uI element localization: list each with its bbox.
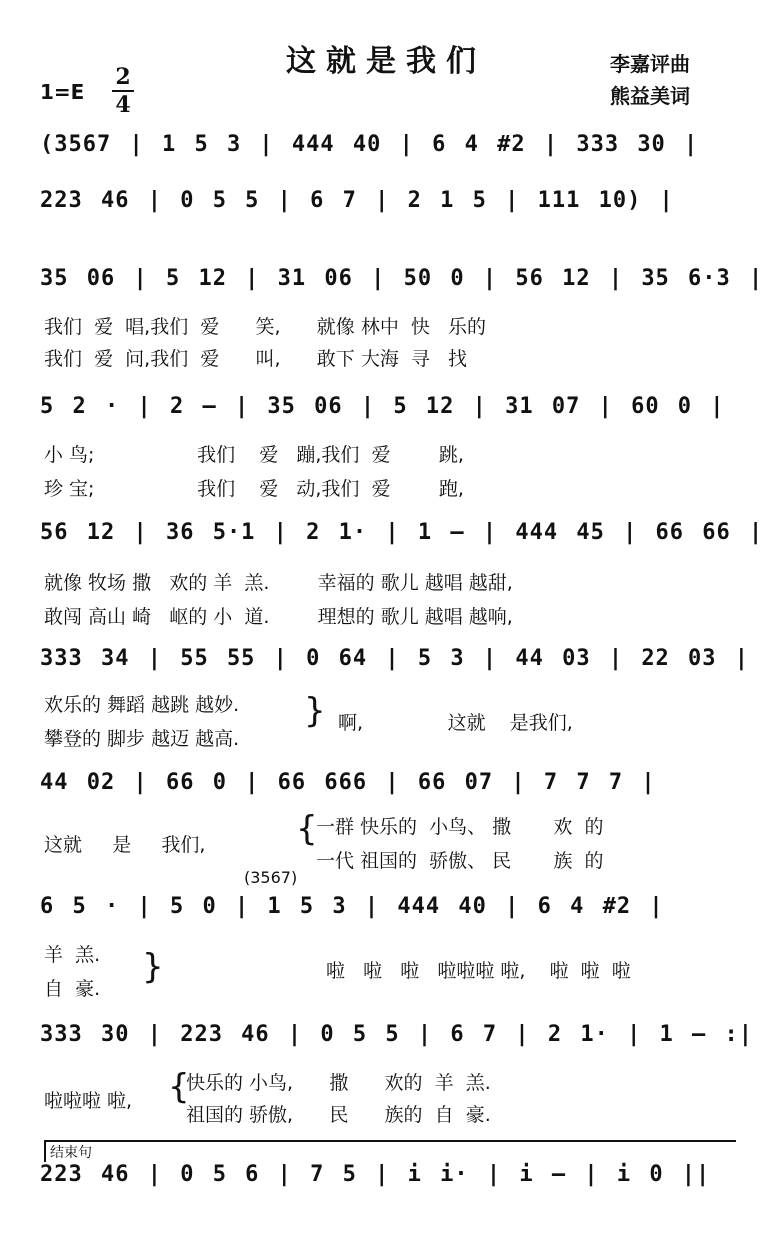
music-row-6 [40,646,750,682]
lyric-row-7-verse-2: 一代 祖国的 骄傲、 民 族 的 [316,850,604,872]
lyric-row-7-verse-1: 一群 快乐的 小鸟、 撒 欢 的 [316,816,604,838]
lyric-row-5-verse-1: 就像 牧场 撒 欢的 羊 羔. 幸福的 歌儿 越唱 越甜, [44,572,513,594]
music-row-5 [40,520,764,556]
lyric-row-7-shared: 这就 是 我们, [44,834,206,856]
ending-label: 结束句 [50,1145,92,1161]
lyric-row-6-verse-1: 欢乐的 舞蹈 越跳 越妙. [44,694,240,716]
music-row-10 [40,1162,740,1198]
brace-row-8: } [142,947,164,987]
music-row-4 [40,394,740,430]
notes-row-1: (3567 | 1 5 3 | 444 40 | 6 4 #2 | 333 30 | [40,132,699,157]
composer-credit: 李嘉评曲 [610,52,690,76]
lyric-row-9-shared: 啦啦啦 啦, [44,1090,133,1112]
lyric-row-9-verse-2: 祖国的 骄傲, 民 族的 自 豪. [186,1104,491,1126]
music-row-2 [40,188,740,224]
time-signature-top: 2 [115,64,131,90]
lyric-row-6-verse-2: 攀登的 脚步 越迈 越高. [44,728,240,750]
notes-row-5: 56 12 | 36 5·1 | 2 1· | 1 — | 444 45 | 66 66 | [40,520,764,545]
lyric-row-3-verse-1: 我们 爱 唱,我们 爱 笑, 就像 林中 快 乐的 [44,316,487,338]
ending-bracket [44,1140,736,1162]
pickup-notes: (3567) [244,868,298,887]
music-row-1 [40,132,740,168]
notes-row-10: 223 46 | 0 5 6 | 7 5 | i i· | i — | i 0 || [40,1162,711,1187]
lyric-row-3-verse-2: 我们 爱 问,我们 爱 叫, 敢下 大海 寻 找 [44,348,468,370]
notes-row-2: 223 46 | 0 5 5 | 6 7 | 2 1 5 | 111 10) | [40,188,674,213]
lyric-row-8-verse-2: 自 豪. [44,978,101,1000]
time-signature-bottom: 4 [115,92,131,118]
key-signature: 1=E [40,80,85,104]
time-signature [108,64,138,118]
lyric-row-9-verse-1: 快乐的 小鸟, 撒 欢的 羊 羔. [186,1072,491,1094]
music-row-8 [40,894,740,930]
notes-row-8: 6 5 · | 5 0 | 1 5 3 | 444 40 | 6 4 #2 | [40,894,664,919]
music-row-7 [40,770,740,806]
song-title: 这就是我们 [286,44,486,79]
lyric-row-6-chorus: 啊, 这就 是我们, [338,712,573,734]
lyric-row-8-verse-1: 羊 羔. [44,944,101,966]
music-row-3 [40,266,764,302]
notes-row-9: 333 30 | 223 46 | 0 5 5 | 6 7 | 2 1· | 1 — :| [40,1022,754,1047]
brace-row-6: } [304,691,326,731]
lyric-row-4-verse-2: 珍 宝; 我们 爱 动,我们 爱 跑, [44,478,464,500]
notes-row-6: 333 34 | 55 55 | 0 64 | 5 3 | 44 03 | 22 03 | [40,646,750,671]
brace-row-9: { [168,1067,190,1107]
music-row-9 [40,1022,754,1058]
lyric-row-4-verse-1: 小 鸟; 我们 爱 蹦,我们 爱 跳, [44,444,464,466]
notes-row-3: 35 06 | 5 12 | 31 06 | 50 0 | 56 12 | 35 6·3 | [40,266,764,291]
lyric-row-8-la: 啦 啦 啦 啦啦啦 啦, 啦 啦 啦 [326,960,631,982]
lyric-row-5-verse-2: 敢闯 高山 崎 岖的 小 道. 理想的 歌儿 越唱 越响, [44,606,513,628]
notes-row-7: 44 02 | 66 0 | 66 666 | 66 07 | 7 7 7 | [40,770,656,795]
brace-row-7: { [296,809,318,849]
notes-row-4: 5 2 · | 2 — | 35 06 | 5 12 | 31 07 | 60 0 | [40,394,725,419]
lyricist-credit: 熊益美词 [610,84,690,108]
